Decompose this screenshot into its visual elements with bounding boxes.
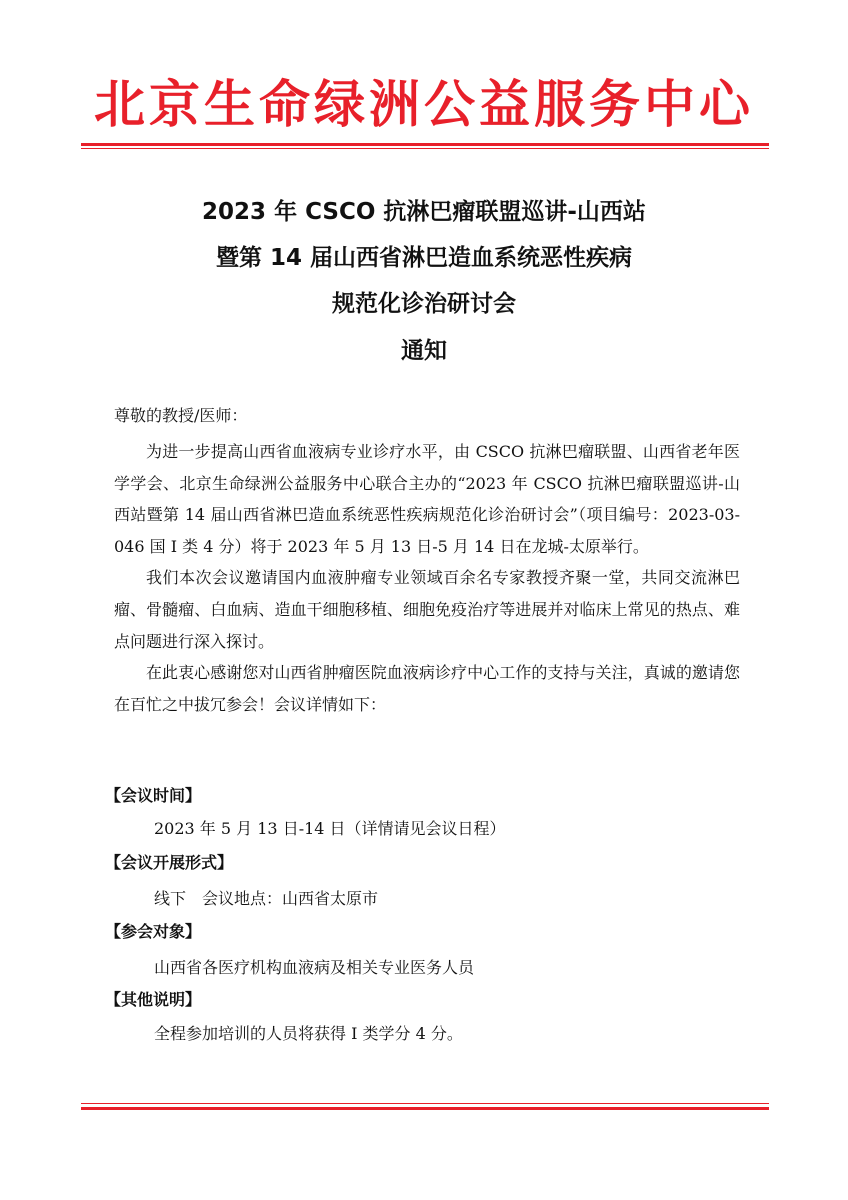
title-line-3: 规范化诊治研讨会 [332, 291, 516, 317]
section-heading-other: 【其他说明】 [105, 990, 202, 1009]
body-paragraphs [114, 436, 740, 720]
greeting: 尊敬的教授/医师： [114, 406, 248, 425]
section-content-format: 线下 会议地点：山西省太原市 [154, 889, 379, 908]
section-heading-format: 【会议开展形式】 [105, 853, 234, 872]
title-line-1: 2023 年 CSCO 抗淋巴瘤联盟巡讲-山西站 [202, 199, 646, 225]
footer-rule-thin [81, 1103, 769, 1104]
section-heading-audience: 【参会对象】 [105, 922, 202, 941]
paragraph-invitation: 我们本次会议邀请国内血液肿瘤专业领域百余名专家教授齐聚一堂，共同交流淋巴瘤、骨髓瘤、白血病、造血干细胞移植、细胞免疫治疗等进展并对临床上常见的热点、难点问题进行深入探讨。 [114, 568, 740, 651]
header-rule-thick [81, 143, 769, 146]
header-rule-thin [81, 148, 769, 149]
paragraph-intro: 为进一步提高山西省血液病专业诊疗水平，由 CSCO 抗淋巴瘤联盟、山西省老年医学学会、北京生命绿洲公益服务中心联合主办的“2023 年 CSCO 抗淋巴瘤联盟巡讲-山西站暨第 14 届山西省淋巴造血系统恶性疾病规范化诊治研讨会”（项目编号：2023-03-046 国 I 类 4 分）将于 2023 年 5 月 13 日-5 月 14 日在龙城-太原举行。 [114, 442, 740, 556]
org-name: 北京生命绿洲公益服务中心 [93, 76, 754, 135]
section-content-other: 全程参加培训的人员将获得 I 类学分 4 分。 [154, 1024, 463, 1043]
section-heading-time: 【会议时间】 [105, 786, 202, 805]
section-content-time: 2023 年 5 月 13 日-14 日（详情请见会议日程） [154, 819, 506, 838]
paragraph-thanks: 在此衷心感谢您对山西省肿瘤医院血液病诊疗中心工作的支持与关注，真诚的邀请您在百忙之中拔冗参会！会议详情如下： [114, 663, 740, 714]
section-content-audience: 山西省各医疗机构血液病及相关专业医务人员 [154, 958, 475, 977]
title-line-4: 通知 [401, 338, 447, 364]
footer-rule-thick [81, 1107, 769, 1110]
title-line-2: 暨第 14 届山西省淋巴造血系统恶性疾病 [215, 245, 633, 271]
